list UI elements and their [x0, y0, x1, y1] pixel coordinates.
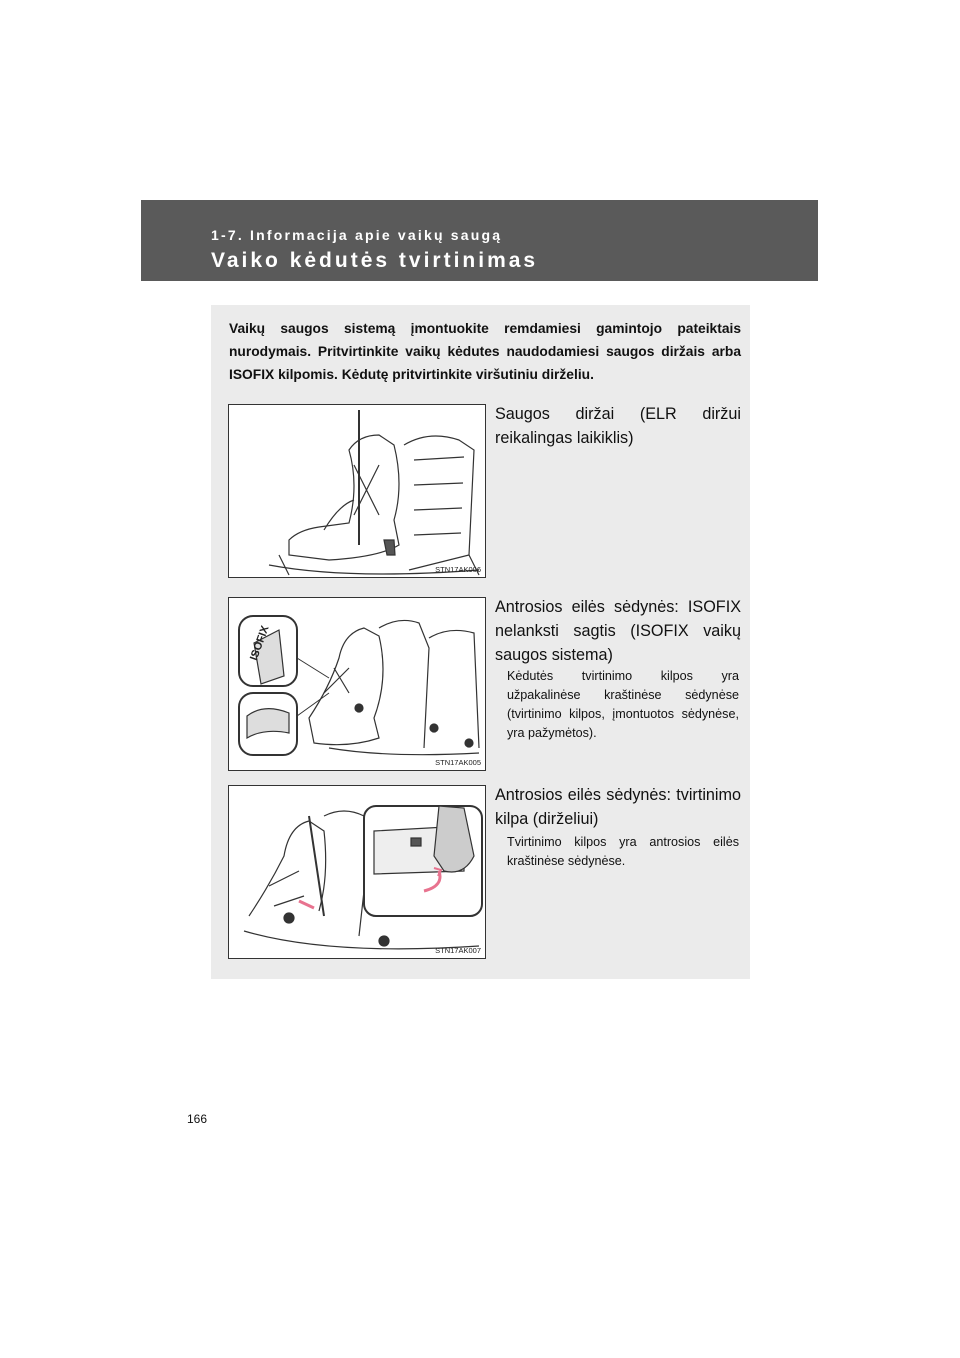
- page-title: Vaiko kėdutės tvirtinimas: [211, 249, 539, 272]
- tether-illustration: [229, 786, 486, 959]
- item-note: Kėdutės tvirtinimo kilpos yra užpakalinėse kraštinėse sėdynėse (tvirtinimo kilpos, įmontuotos sėdynėse, yra pažymėtos).: [507, 669, 739, 740]
- content-panel: [211, 305, 750, 979]
- seat-belt-illustration: [229, 405, 486, 578]
- figure-tether-anchor: [228, 785, 486, 959]
- item-title: Saugos diržai (ELR diržui reikalingas laikiklis): [495, 405, 741, 447]
- page-number: 166: [187, 1112, 208, 1126]
- figure-seat-belt: [228, 404, 486, 578]
- intro-text: Vaikų saugos sistemą įmontuokite remdamiesi gamintojo pateiktais nurodymais. Pritvirtinkite vaikų kėdutes naudodamiesi saugos diržais arba ISOFIX kilpomis. Kėdutę pritvirtinkite viršutiniu dirželiu.: [229, 321, 741, 382]
- figure-code: STN17AK007: [435, 946, 481, 955]
- item-note: Tvirtinimo kilpos yra antrosios eilės kraštinėse sėdynėse.: [507, 835, 739, 868]
- item-title: Antrosios eilės sėdynės: tvirtinimo kilpa (dirželiui): [495, 786, 741, 828]
- chapter-header: [141, 200, 818, 281]
- figure-isofix: [228, 597, 486, 771]
- section-label: 1-7. Informacija apie vaikų saugą: [211, 227, 503, 243]
- isofix-illustration: [229, 598, 486, 771]
- figure-code: STN17AK005: [435, 758, 481, 767]
- figure-code: STN17AK006: [435, 565, 481, 574]
- item-title: Antrosios eilės sėdynės: ISOFIX nelanksti sagtis (ISOFIX vaikų saugos sistema): [495, 598, 741, 664]
- isofix-label: ISOFIX: [248, 624, 272, 663]
